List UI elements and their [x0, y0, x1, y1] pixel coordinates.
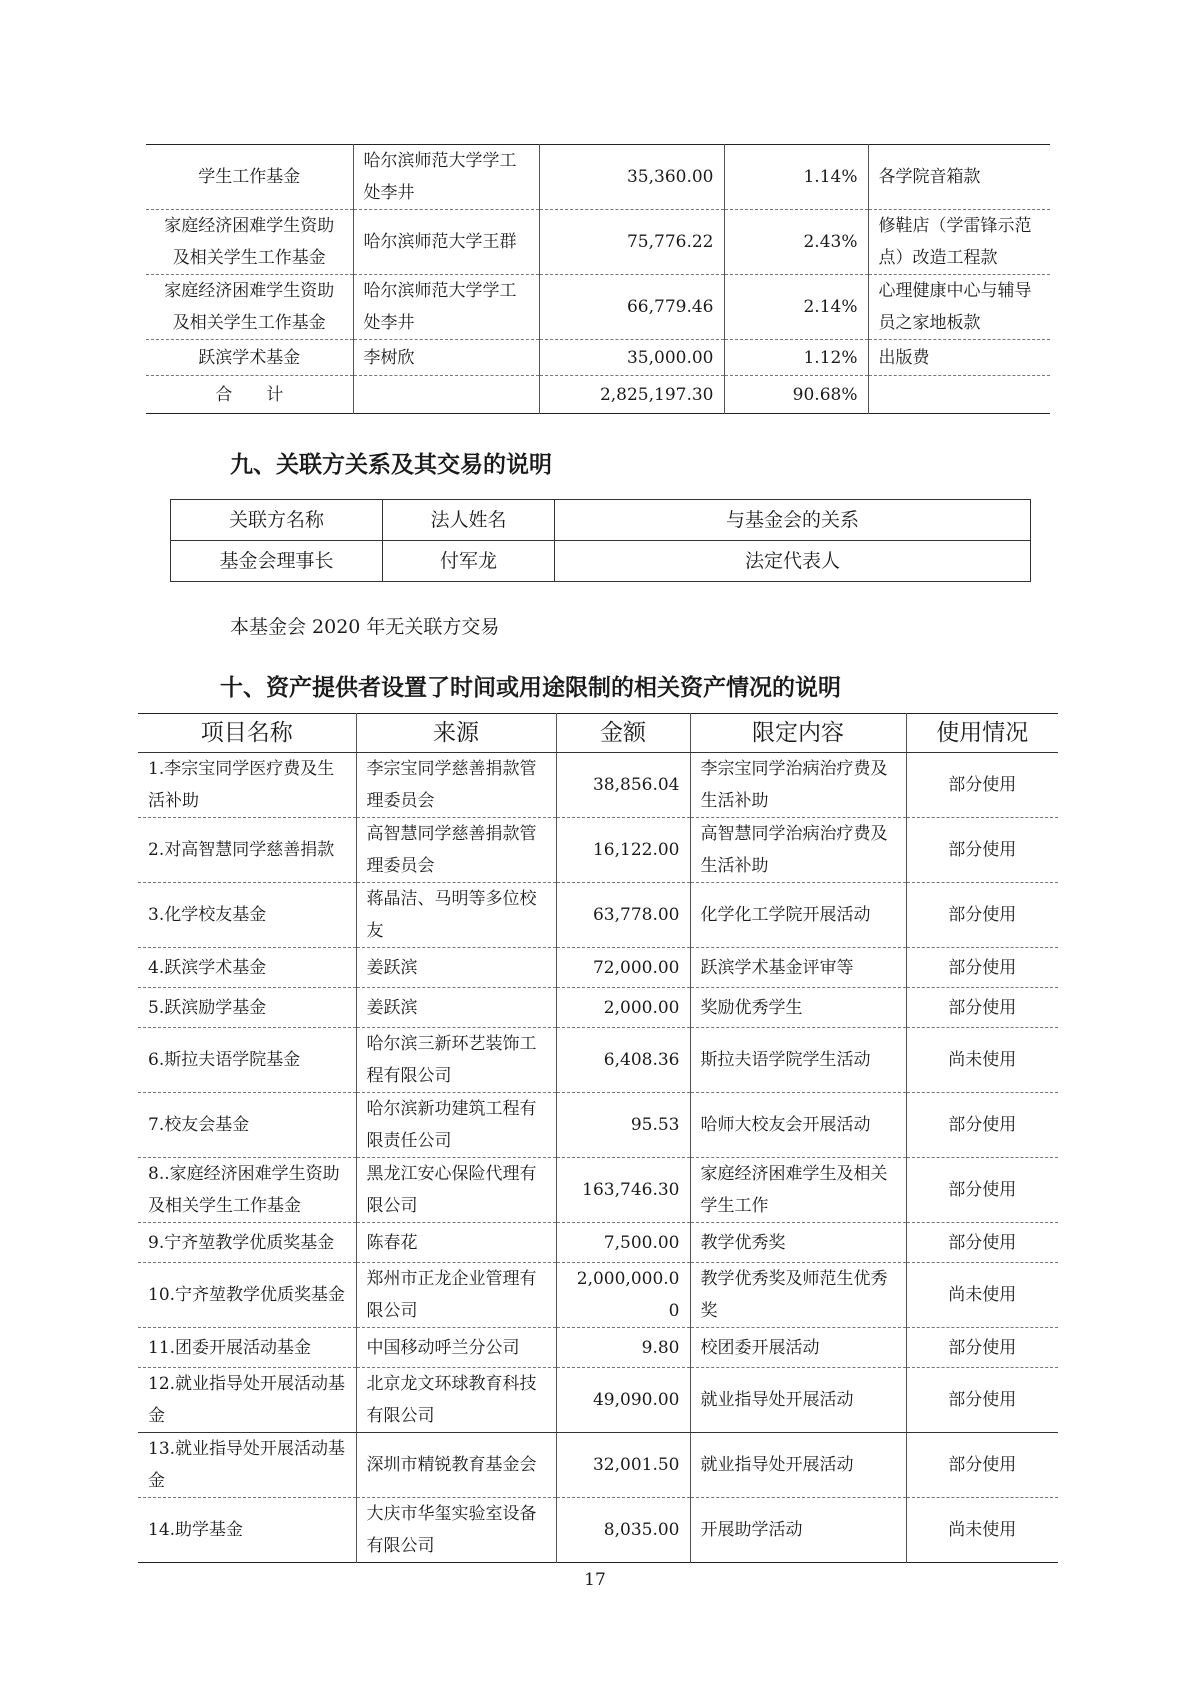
table-cell: 姜跃滨 [356, 988, 556, 1028]
table-cell: 9.80 [556, 1328, 690, 1368]
table-cell: 教学优秀奖及师范生优秀奖 [690, 1263, 906, 1328]
donation-expense-table [146, 144, 1050, 414]
table-cell: 高智慧同学慈善捐款管理委员会 [356, 818, 556, 883]
table-row [146, 275, 1050, 340]
table-cell: 14.助学基金 [148, 1520, 244, 1540]
table-cell: 部分使用 [906, 948, 1058, 988]
table-cell: 12.就业指导处开展活动基金 [138, 1368, 356, 1433]
table-cell: 9.宁齐堃教学优质奖基金 [138, 1223, 356, 1263]
table-cell: 8..家庭经济困难学生资助及相关学生工作基金 [138, 1158, 356, 1223]
table-cell: 38,856.04 [556, 753, 690, 818]
header-cell: 项目名称 [138, 714, 356, 753]
table-cell: 6,408.36 [556, 1028, 690, 1093]
table-cell: 75,776.22 [539, 210, 724, 275]
table-cell: 2,825,197.30 [539, 376, 724, 414]
restricted-assets-table [138, 713, 1058, 1563]
table-cell: 哈尔滨三新环艺装饰工程有限公司 [356, 1028, 556, 1093]
table-row [138, 1433, 1058, 1498]
table-cell: 中国移动呼兰分公司 [356, 1328, 556, 1368]
table-row [138, 948, 1058, 988]
table-cell: 5.跃滨励学基金 [138, 988, 356, 1028]
header-cell: 来源 [356, 714, 556, 753]
table-cell: 66,779.46 [539, 275, 724, 340]
table-cell: 深圳市精锐教育基金会 [356, 1433, 556, 1498]
table-row [138, 1328, 1058, 1368]
table-cell: 尚未使用 [906, 1028, 1058, 1093]
table-cell: 出版费 [868, 340, 1050, 376]
table-cell: 16,122.00 [556, 818, 690, 883]
table-cell: 尚未使用 [906, 1263, 1058, 1328]
table-cell: 家庭经济困难学生资助及相关学生工作基金 [146, 210, 353, 275]
section-10-title: 十、资产提供者设置了时间或用途限制的相关资产情况的说明 [220, 674, 841, 701]
header-cell: 金额 [556, 714, 690, 753]
table-cell: 蒋晶洁、马明等多位校友 [356, 883, 556, 948]
table-cell: 2.14% [724, 275, 868, 340]
table-row [138, 883, 1058, 948]
table-cell: 2,000,000.00 [556, 1263, 690, 1328]
header-cell: 法人姓名 [383, 500, 555, 541]
table-cell: 3.化学校友基金 [138, 883, 356, 948]
header-cell: 与基金会的关系 [555, 500, 1031, 541]
table-cell: 就业指导处开展活动 [690, 1368, 906, 1433]
table-cell: 95.53 [556, 1093, 690, 1158]
table-cell: 尚未使用 [906, 1498, 1058, 1563]
table-cell: 2.43% [724, 210, 868, 275]
table-cell: 教学优秀奖 [690, 1223, 906, 1263]
table-cell: 35,360.00 [539, 145, 724, 210]
table-cell: 49,090.00 [556, 1368, 690, 1433]
table-cell: 部分使用 [906, 1093, 1058, 1158]
table-cell: 大庆市华玺实验室设备有限公司 [356, 1498, 556, 1563]
table-cell: 化学化工学院开展活动 [690, 883, 906, 948]
related-party-table [170, 499, 1031, 582]
table-cell: 陈春花 [356, 1223, 556, 1263]
table-cell [868, 376, 1050, 414]
table-row [138, 818, 1058, 883]
table-cell: 部分使用 [906, 1158, 1058, 1223]
table-cell: 部分使用 [906, 1433, 1058, 1498]
table-row [138, 753, 1058, 818]
table-cell: 北京龙文环球教育科技有限公司 [356, 1368, 556, 1433]
table-cell: 李宗宝同学慈善捐款管理委员会 [356, 753, 556, 818]
table-cell: 部分使用 [906, 818, 1058, 883]
section-9-title: 九、关联方关系及其交易的说明 [230, 451, 552, 478]
table-cell [353, 376, 539, 414]
table-cell: 7,500.00 [556, 1223, 690, 1263]
table-cell: 跃滨学术基金 [146, 340, 353, 376]
table-cell: 姜跃滨 [356, 948, 556, 988]
header-cell: 使用情况 [906, 714, 1058, 753]
table-cell: 修鞋店（学雷锋示范点）改造工程款 [868, 210, 1050, 275]
table-cell: 10.宁齐堃教学优质奖基金 [138, 1263, 356, 1328]
table-cell: 跃滨学术基金评审等 [690, 948, 906, 988]
table-row [146, 340, 1050, 376]
table-cell: 高智慧同学治病治疗费及生活补助 [690, 818, 906, 883]
table-cell: 部分使用 [906, 753, 1058, 818]
header-cell: 限定内容 [690, 714, 906, 753]
table-cell: 4.跃滨学术基金 [138, 948, 356, 988]
table-row [138, 1223, 1058, 1263]
table-cell: 2.对高智慧同学慈善捐款 [138, 818, 356, 883]
header-cell: 关联方名称 [171, 500, 383, 541]
table-row [138, 1093, 1058, 1158]
table-cell: 哈尔滨师范大学学工处李井 [353, 145, 539, 210]
table-cell: 163,746.30 [556, 1158, 690, 1223]
table-cell: 开展助学活动 [690, 1498, 906, 1563]
table-header-row [171, 500, 1031, 541]
table-row [138, 988, 1058, 1028]
table-cell: 1.李宗宝同学医疗费及生活补助 [138, 753, 356, 818]
table-cell: 哈尔滨师范大学学工处李井 [353, 275, 539, 340]
table-cell: 李宗宝同学治病治疗费及生活补助 [690, 753, 906, 818]
table-cell: 家庭经济困难学生及相关学生工作 [690, 1158, 906, 1223]
table-cell: 7.校友会基金 [138, 1093, 356, 1158]
table-cell: 家庭经济困难学生资助及相关学生工作基金 [146, 275, 353, 340]
table-cell: 哈师大校友会开展活动 [690, 1093, 906, 1158]
table-cell: 90.68% [724, 376, 868, 414]
table-cell: 就业指导处开展活动 [690, 1433, 906, 1498]
table-cell: 72,000.00 [556, 948, 690, 988]
table-row [146, 145, 1050, 210]
table-cell: 部分使用 [906, 883, 1058, 948]
table-row [138, 1158, 1058, 1223]
table-cell: 部分使用 [906, 1368, 1058, 1433]
table-row [171, 541, 1031, 582]
table-cell: 斯拉夫语学院学生活动 [690, 1028, 906, 1093]
page-number: 17 [584, 1570, 606, 1590]
table-row [138, 1498, 1058, 1563]
table-cell: 8,035.00 [556, 1498, 690, 1563]
table-header-row [138, 714, 1058, 753]
table-cell: 部分使用 [906, 1223, 1058, 1263]
table-cell: 合 计 [215, 384, 284, 405]
table-cell: 黑龙江安心保险代理有限公司 [356, 1158, 556, 1223]
table-cell: 32,001.50 [556, 1433, 690, 1498]
table-cell: 1.12% [724, 340, 868, 376]
table-cell: 35,000.00 [539, 340, 724, 376]
table-cell: 13.就业指导处开展活动基金 [138, 1433, 356, 1498]
table-cell: 校团委开展活动 [690, 1328, 906, 1368]
table-cell: 付军龙 [383, 541, 555, 582]
table-cell: 哈尔滨新功建筑工程有限责任公司 [356, 1093, 556, 1158]
table-cell: 部分使用 [906, 988, 1058, 1028]
table-cell: 1.14% [724, 145, 868, 210]
table-cell: 部分使用 [906, 1328, 1058, 1368]
table-cell: 6.斯拉夫语学院基金 [138, 1028, 356, 1093]
table-cell: 哈尔滨师范大学王群 [353, 210, 539, 275]
table-cell: 各学院音箱款 [868, 145, 1050, 210]
table-row [146, 210, 1050, 275]
table-row [138, 1028, 1058, 1093]
table-row [138, 1263, 1058, 1328]
table-cell: 奖励优秀学生 [690, 988, 906, 1028]
table-cell: 李树欣 [353, 340, 539, 376]
table-cell: 心理健康中心与辅导员之家地板款 [868, 275, 1050, 340]
table-cell: 63,778.00 [556, 883, 690, 948]
table-cell: 学生工作基金 [146, 145, 353, 210]
table-cell: 11.团委开展活动基金 [138, 1328, 356, 1368]
related-party-note: 本基金会 2020 年无关联方交易 [230, 616, 500, 638]
table-cell: 基金会理事长 [171, 541, 383, 582]
table-row [138, 1368, 1058, 1433]
table-cell: 郑州市正龙企业管理有限公司 [356, 1263, 556, 1328]
total-row [146, 376, 1050, 414]
table-cell: 法定代表人 [555, 541, 1031, 582]
table-cell: 2,000.00 [556, 988, 690, 1028]
